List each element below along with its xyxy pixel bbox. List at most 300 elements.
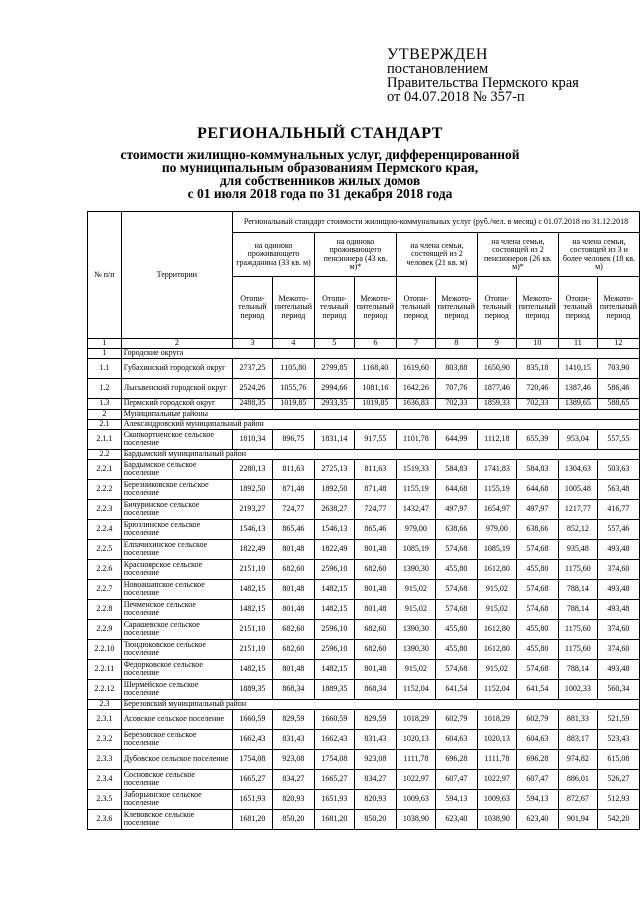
value-cell: 923,08	[272, 749, 314, 769]
value-cell: 871,48	[354, 479, 396, 499]
row-number: 2.3.5	[88, 789, 122, 809]
value-cell: 1155,19	[477, 479, 516, 499]
value-cell: 682,60	[354, 619, 396, 639]
territory-name: Клевовское сельское поселение	[121, 809, 232, 829]
value-cell: 915,02	[477, 579, 516, 599]
table-row	[88, 659, 640, 679]
value-cell: 707,76	[435, 378, 477, 398]
value-cell: 1020,13	[396, 729, 435, 749]
value-cell: 935,48	[558, 539, 597, 559]
column-number: 5	[314, 339, 354, 349]
value-cell: 1546,13	[233, 519, 273, 539]
value-cell: 2151,10	[233, 619, 273, 639]
value-cell: 1482,15	[314, 579, 354, 599]
header-heating-period: Отопи-тельный период	[396, 277, 435, 339]
value-cell: 953,04	[558, 429, 597, 449]
value-cell: 811,63	[354, 459, 396, 479]
header-heating-period: Отопи-тельный период	[558, 277, 597, 339]
header-group: на члена семьи, состоящей из 3 и более человек (18 кв. м)	[558, 233, 639, 277]
value-cell: 881,33	[558, 709, 597, 729]
value-cell: 811,63	[272, 459, 314, 479]
value-cell: 682,60	[354, 639, 396, 659]
value-cell: 574,68	[435, 599, 477, 619]
value-cell: 1112,18	[477, 429, 516, 449]
value-cell: 455,80	[435, 559, 477, 579]
row-number: 2.3.4	[88, 769, 122, 789]
value-cell: 2596,10	[314, 639, 354, 659]
column-number: 6	[354, 339, 396, 349]
value-cell: 1085,19	[396, 539, 435, 559]
row-number: 2.2	[88, 449, 122, 459]
value-cell: 1612,80	[477, 619, 516, 639]
approval-line: Правительства Пермского края	[387, 75, 579, 91]
value-cell: 915,02	[396, 659, 435, 679]
value-cell: 1651,93	[314, 789, 354, 809]
column-number: 12	[597, 339, 639, 349]
row-number: 1	[88, 348, 122, 358]
value-cell: 2524,26	[233, 378, 273, 398]
value-cell: 1018,29	[396, 709, 435, 729]
header-number: № п/п	[88, 212, 122, 339]
subtitle-line: стоимости жилищно-коммунальных услуг, дифференцированной	[120, 147, 520, 162]
value-cell: 374,60	[597, 559, 639, 579]
territory-name: Березовский муниципальный район	[121, 699, 639, 709]
value-cell: 1650,90	[477, 358, 516, 378]
table-row	[88, 679, 640, 699]
table-row	[88, 429, 640, 449]
territory-name: Красноярское сельское поселение	[121, 559, 232, 579]
value-cell: 574,68	[435, 539, 477, 559]
value-cell: 801,48	[272, 539, 314, 559]
value-cell: 696,28	[435, 749, 477, 769]
table-row	[88, 499, 640, 519]
row-number: 2.2.9	[88, 619, 122, 639]
value-cell: 521,59	[597, 709, 639, 729]
value-cell: 503,63	[597, 459, 639, 479]
value-cell: 788,14	[558, 599, 597, 619]
value-cell: 1741,83	[477, 459, 516, 479]
territory-name: Печменское сельское поселение	[121, 599, 232, 619]
value-cell: 915,02	[396, 579, 435, 599]
value-cell: 1101,78	[396, 429, 435, 449]
value-cell: 588,65	[597, 398, 639, 409]
value-cell: 497,97	[435, 499, 477, 519]
value-cell: 1304,63	[558, 459, 597, 479]
value-cell: 682,60	[354, 559, 396, 579]
value-cell: 1681,20	[314, 809, 354, 829]
value-cell: 455,80	[516, 559, 558, 579]
value-cell: 607,47	[516, 769, 558, 789]
value-cell: 850,20	[272, 809, 314, 829]
value-cell: 455,80	[516, 639, 558, 659]
territory-name: Новоашапское сельское поселение	[121, 579, 232, 599]
value-cell: 829,59	[272, 709, 314, 729]
value-cell: 886,01	[558, 769, 597, 789]
value-cell: 1859,33	[477, 398, 516, 409]
value-cell: 803,88	[435, 358, 477, 378]
row-number: 1.1	[88, 358, 122, 378]
value-cell: 788,14	[558, 659, 597, 679]
value-cell: 604,63	[435, 729, 477, 749]
value-cell: 574,68	[435, 659, 477, 679]
header-territory: Территории	[121, 212, 232, 339]
value-cell: 1009,63	[477, 789, 516, 809]
value-cell: 1662,43	[233, 729, 273, 749]
value-cell: 896,75	[272, 429, 314, 449]
value-cell: 493,48	[597, 539, 639, 559]
value-cell: 493,48	[597, 579, 639, 599]
territory-name: Брюзлинское сельское поселение	[121, 519, 232, 539]
territory-name: Заборьинское сельское поселение	[121, 789, 232, 809]
value-cell: 644,99	[435, 429, 477, 449]
value-cell: 915,02	[477, 599, 516, 619]
value-cell: 1018,29	[477, 709, 516, 729]
table-row	[88, 729, 640, 749]
header-between-period: Межото-пительный период	[354, 277, 396, 339]
value-cell: 872,67	[558, 789, 597, 809]
header-heating-period: Отопи-тельный период	[314, 277, 354, 339]
value-cell: 623,40	[435, 809, 477, 829]
row-number: 2	[88, 409, 122, 419]
value-cell: 1022,97	[477, 769, 516, 789]
value-cell: 1105,80	[272, 358, 314, 378]
value-cell: 455,80	[516, 619, 558, 639]
value-cell: 1019,85	[272, 398, 314, 409]
table-row	[88, 519, 640, 539]
row-number: 1.2	[88, 378, 122, 398]
value-cell: 607,47	[435, 769, 477, 789]
value-cell: 901,94	[558, 809, 597, 829]
value-cell: 871,48	[272, 479, 314, 499]
table-row	[88, 789, 640, 809]
value-cell: 702,33	[435, 398, 477, 409]
value-cell: 1111,78	[477, 749, 516, 769]
column-number: 1	[88, 339, 122, 349]
value-cell: 1889,35	[314, 679, 354, 699]
territory-name: Скопкортненское сельское поселение	[121, 429, 232, 449]
header-between-period: Межото-пительный период	[597, 277, 639, 339]
value-cell: 702,33	[516, 398, 558, 409]
value-cell: 820,93	[354, 789, 396, 809]
table-row	[88, 809, 640, 829]
value-cell: 1665,27	[233, 769, 273, 789]
value-cell: 979,00	[477, 519, 516, 539]
value-cell: 1612,80	[477, 559, 516, 579]
value-cell: 1822,49	[233, 539, 273, 559]
value-cell: 523,43	[597, 729, 639, 749]
value-cell: 655,39	[516, 429, 558, 449]
value-cell: 644,68	[435, 479, 477, 499]
row-number: 2.3.6	[88, 809, 122, 829]
territory-name: Березовское сельское поселение	[121, 729, 232, 749]
value-cell: 801,48	[272, 659, 314, 679]
value-cell: 455,80	[435, 619, 477, 639]
value-cell: 584,83	[435, 459, 477, 479]
value-cell: 1619,60	[396, 358, 435, 378]
value-cell: 374,60	[597, 639, 639, 659]
value-cell: 2193,27	[233, 499, 273, 519]
value-cell: 2596,10	[314, 619, 354, 639]
column-number: 4	[272, 339, 314, 349]
column-number: 7	[396, 339, 435, 349]
value-cell: 2933,35	[314, 398, 354, 409]
value-cell: 1754,08	[233, 749, 273, 769]
row-number: 2.3.1	[88, 709, 122, 729]
header-standard: Региональный стандарт стоимости жилищно-коммунальных услуг (руб./чел. в месяц) с 01.07.2018 по 31.12.2018	[233, 212, 640, 233]
approval-stamp	[387, 48, 579, 104]
territory-name: Сарашевское сельское поселение	[121, 619, 232, 639]
value-cell: 2799,85	[314, 358, 354, 378]
row-number: 2.2.1	[88, 459, 122, 479]
value-cell: 1038,90	[477, 809, 516, 829]
subtitle-line: для собственников жилых домов	[219, 173, 421, 188]
column-number: 9	[477, 339, 516, 349]
value-cell: 2280,13	[233, 459, 273, 479]
header-group: на одиноко проживающего гражданина (33 кв. м)	[233, 233, 315, 277]
value-cell: 801,48	[272, 579, 314, 599]
value-cell: 416,77	[597, 499, 639, 519]
value-cell: 1877,46	[477, 378, 516, 398]
territory-name: Дубовское сельское поселение	[121, 749, 232, 769]
value-cell: 574,68	[516, 579, 558, 599]
value-cell: 917,55	[354, 429, 396, 449]
value-cell: 497,97	[516, 499, 558, 519]
value-cell: 1662,43	[314, 729, 354, 749]
value-cell: 682,60	[272, 559, 314, 579]
row-number: 2.2.7	[88, 579, 122, 599]
value-cell: 1389,65	[558, 398, 597, 409]
value-cell: 615,08	[597, 749, 639, 769]
value-cell: 1636,83	[396, 398, 435, 409]
value-cell: 801,48	[354, 539, 396, 559]
value-cell: 1002,33	[558, 679, 597, 699]
territory-name: Асовское сельское поселение	[121, 709, 232, 729]
value-cell: 724,77	[272, 499, 314, 519]
value-cell: 1390,30	[396, 639, 435, 659]
section-row	[88, 699, 640, 709]
value-cell: 1020,13	[477, 729, 516, 749]
value-cell: 563,48	[597, 479, 639, 499]
value-cell: 868,34	[272, 679, 314, 699]
value-cell: 586,46	[597, 378, 639, 398]
value-cell: 1432,47	[396, 499, 435, 519]
row-number: 2.2.3	[88, 499, 122, 519]
value-cell: 574,68	[516, 599, 558, 619]
value-cell: 883,17	[558, 729, 597, 749]
value-cell: 829,59	[354, 709, 396, 729]
territory-name: Бардымское сельское поселение	[121, 459, 232, 479]
value-cell: 1482,15	[314, 599, 354, 619]
table-row	[88, 378, 640, 398]
document-title: РЕГИОНАЛЬНЫЙ СТАНДАРТ	[197, 125, 443, 142]
territory-name: Сосновское сельское поселение	[121, 769, 232, 789]
value-cell: 1482,15	[233, 659, 273, 679]
header-group: на члена семьи, состоящей из 2 пенсионеров (26 кв. м)*	[477, 233, 558, 277]
value-cell: 1155,19	[396, 479, 435, 499]
value-cell: 820,93	[272, 789, 314, 809]
territory-name: Березниковское сельское поселение	[121, 479, 232, 499]
value-cell: 852,12	[558, 519, 597, 539]
value-cell: 542,20	[597, 809, 639, 829]
value-cell: 1612,80	[477, 639, 516, 659]
value-cell: 801,48	[272, 599, 314, 619]
value-cell: 974,82	[558, 749, 597, 769]
territory-name: Федорковское сельское поселение	[121, 659, 232, 679]
value-cell: 1665,27	[314, 769, 354, 789]
value-cell: 493,48	[597, 659, 639, 679]
table-row	[88, 459, 640, 479]
table-row	[88, 769, 640, 789]
value-cell: 594,13	[516, 789, 558, 809]
value-cell: 835,18	[516, 358, 558, 378]
value-cell: 1546,13	[314, 519, 354, 539]
value-cell: 644,68	[516, 479, 558, 499]
value-cell: 834,27	[272, 769, 314, 789]
value-cell: 682,60	[272, 639, 314, 659]
territory-name: Губахинский городской округ	[121, 358, 232, 378]
header-heating-period: Отопи-тельный период	[477, 277, 516, 339]
value-cell: 2151,10	[233, 639, 273, 659]
value-cell: 831,43	[354, 729, 396, 749]
approval-title: УТВЕРЖДЕН	[387, 46, 488, 63]
value-cell: 623,40	[516, 809, 558, 829]
table-row	[88, 579, 640, 599]
territory-name: Елпачихинское сельское поселение	[121, 539, 232, 559]
table-row	[88, 559, 640, 579]
value-cell: 1482,15	[314, 659, 354, 679]
value-cell: 1005,48	[558, 479, 597, 499]
value-cell: 2725,13	[314, 459, 354, 479]
table-row	[88, 479, 640, 499]
value-cell: 602,79	[435, 709, 477, 729]
value-cell: 374,60	[597, 619, 639, 639]
territory-name: Лысьвенский городской округ	[121, 378, 232, 398]
value-cell: 557,46	[597, 519, 639, 539]
row-number: 2.2.10	[88, 639, 122, 659]
value-cell: 788,14	[558, 579, 597, 599]
value-cell: 641,54	[435, 679, 477, 699]
value-cell: 682,60	[272, 619, 314, 639]
value-cell: 1009,63	[396, 789, 435, 809]
value-cell: 1175,60	[558, 559, 597, 579]
value-cell: 1390,30	[396, 619, 435, 639]
value-cell: 602,79	[516, 709, 558, 729]
row-number: 2.2.6	[88, 559, 122, 579]
row-number: 2.2.12	[88, 679, 122, 699]
territory-name: Городские округа	[121, 348, 639, 358]
value-cell: 850,20	[354, 809, 396, 829]
value-cell: 1654,97	[477, 499, 516, 519]
value-cell: 526,27	[597, 769, 639, 789]
territory-name: Тюндюковское сельское поселение	[121, 639, 232, 659]
value-cell: 865,46	[354, 519, 396, 539]
value-cell: 1681,20	[233, 809, 273, 829]
approval-date: от 04.07.2018 № 357-п	[387, 89, 525, 105]
territory-name: Шермейское сельское поселение	[121, 679, 232, 699]
value-cell: 2151,10	[233, 559, 273, 579]
table-row	[88, 358, 640, 378]
header-between-period: Межото-пительный период	[272, 277, 314, 339]
value-cell: 724,77	[354, 499, 396, 519]
value-cell: 574,68	[435, 579, 477, 599]
value-cell: 1055,76	[272, 378, 314, 398]
value-cell: 831,43	[272, 729, 314, 749]
row-number: 2.2.11	[88, 659, 122, 679]
value-cell: 1831,14	[314, 429, 354, 449]
territory-name: Пермский городской округ	[121, 398, 232, 409]
value-cell: 455,80	[435, 639, 477, 659]
value-cell: 512,93	[597, 789, 639, 809]
value-cell: 1889,35	[233, 679, 273, 699]
value-cell: 923,08	[354, 749, 396, 769]
value-cell: 557,55	[597, 429, 639, 449]
table-row	[88, 619, 640, 639]
section-row	[88, 348, 640, 358]
value-cell: 801,48	[354, 659, 396, 679]
column-number: 2	[121, 339, 232, 349]
value-cell: 1754,08	[314, 749, 354, 769]
value-cell: 604,63	[516, 729, 558, 749]
value-cell: 696,28	[516, 749, 558, 769]
value-cell: 1081,16	[354, 378, 396, 398]
value-cell: 1892,50	[233, 479, 273, 499]
approval-line: постановлением	[387, 61, 489, 77]
row-number: 2.3.3	[88, 749, 122, 769]
row-number: 2.3.2	[88, 729, 122, 749]
value-cell: 834,27	[354, 769, 396, 789]
value-cell: 1822,49	[314, 539, 354, 559]
table-row	[88, 749, 640, 769]
value-cell: 865,46	[272, 519, 314, 539]
row-number: 2.2.2	[88, 479, 122, 499]
value-cell: 560,34	[597, 679, 639, 699]
value-cell: 641,54	[516, 679, 558, 699]
value-cell: 1810,34	[233, 429, 273, 449]
value-cell: 720,46	[516, 378, 558, 398]
value-cell: 1387,46	[558, 378, 597, 398]
value-cell: 1111,78	[396, 749, 435, 769]
subtitle-line: с 01 июля 2018 года по 31 декабря 2018 года	[187, 186, 453, 201]
value-cell: 703,90	[597, 358, 639, 378]
value-cell: 979,00	[396, 519, 435, 539]
value-cell: 2638,27	[314, 499, 354, 519]
value-cell: 1085,19	[477, 539, 516, 559]
value-cell: 915,02	[477, 659, 516, 679]
value-cell: 915,02	[396, 599, 435, 619]
column-number: 8	[435, 339, 477, 349]
header-group: на члена семьи, состоящей из 2 человек (21 кв. м)	[396, 233, 477, 277]
column-number: 11	[558, 339, 597, 349]
value-cell: 584,83	[516, 459, 558, 479]
row-number: 2.3	[88, 699, 122, 709]
value-cell: 801,48	[354, 599, 396, 619]
value-cell: 1152,04	[396, 679, 435, 699]
value-cell: 1410,15	[558, 358, 597, 378]
territory-name: Александровский муниципальный район	[121, 419, 639, 429]
value-cell: 493,48	[597, 599, 639, 619]
territory-name: Бичуринское сельское поселение	[121, 499, 232, 519]
value-cell: 1022,97	[396, 769, 435, 789]
value-cell: 2994,66	[314, 378, 354, 398]
value-cell: 801,48	[354, 579, 396, 599]
row-number: 2.2.8	[88, 599, 122, 619]
value-cell: 574,68	[516, 539, 558, 559]
section-row	[88, 449, 640, 459]
value-cell: 574,68	[516, 659, 558, 679]
value-cell: 1651,93	[233, 789, 273, 809]
value-cell: 1175,60	[558, 619, 597, 639]
header-group: на одиноко проживающего пенсионера (43 кв. м)*	[314, 233, 396, 277]
